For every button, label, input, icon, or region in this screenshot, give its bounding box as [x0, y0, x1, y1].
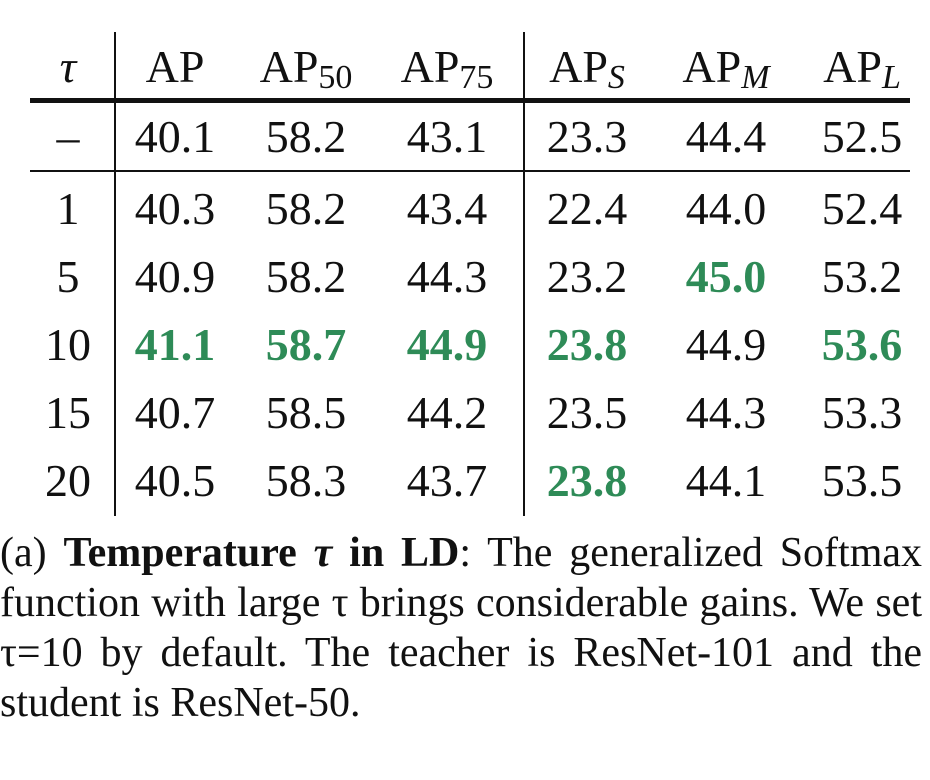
baseline-rule [30, 170, 910, 172]
value-cell: 43.4 [406, 183, 488, 234]
value-cell: 53.5 [821, 455, 903, 506]
value-cell: 52.5 [821, 111, 903, 162]
row-tau-cell: 5 [56, 251, 80, 302]
value-cell: 43.1 [406, 111, 488, 162]
caption-label: (a) [0, 530, 47, 576]
value-cell: 41.1 [134, 319, 216, 370]
column-header-0: τ [59, 41, 77, 92]
value-cell: 58.2 [265, 111, 347, 162]
column-header-1: AP [145, 41, 205, 92]
value-cell: 58.5 [265, 387, 347, 438]
caption-title: Temperature τ in LD [63, 530, 460, 576]
value-cell: 44.3 [406, 251, 488, 302]
row-tau-cell: 10 [45, 319, 91, 370]
value-cell: 23.2 [546, 251, 628, 302]
value-cell: 22.4 [546, 183, 628, 234]
column-header-2: $AP_{50}$ [259, 41, 353, 96]
column-header-3: $AP_{75}$ [400, 41, 494, 96]
row-tau-cell: – [56, 111, 80, 162]
value-cell: 23.8 [546, 455, 628, 506]
value-cell: 44.3 [685, 387, 767, 438]
value-cell: 44.2 [406, 387, 488, 438]
value-cell: 53.6 [821, 319, 903, 370]
value-cell: 40.5 [134, 455, 216, 506]
value-cell: 23.5 [546, 387, 628, 438]
value-cell: 53.3 [821, 387, 903, 438]
header-rule [30, 98, 910, 103]
value-cell: 40.9 [134, 251, 216, 302]
value-cell: 40.1 [134, 111, 216, 162]
value-cell: 53.2 [821, 251, 903, 302]
row-tau-cell: 20 [45, 455, 91, 506]
size-metrics-divider [523, 32, 525, 516]
value-cell: 44.0 [685, 183, 767, 234]
value-cell: 58.7 [265, 319, 347, 370]
column-header-6: $AP_L$ [823, 41, 901, 96]
value-cell: 58.3 [265, 455, 347, 506]
value-cell: 58.2 [265, 251, 347, 302]
value-cell: 44.9 [406, 319, 488, 370]
value-cell: 44.1 [685, 455, 767, 506]
value-cell: 58.2 [265, 183, 347, 234]
value-cell: 43.7 [406, 455, 488, 506]
caption-text: : The generalized Softmax function with large τ brings considerable gains. We set τ=10 by default. The teacher is ResNet-101 and the student is ResNet-50. [0, 530, 923, 726]
value-cell: 44.9 [685, 319, 767, 370]
row-tau-cell: 1 [56, 183, 80, 234]
table-caption [0, 528, 922, 728]
tau-column-divider [114, 32, 116, 516]
value-cell: 44.4 [685, 111, 767, 162]
value-cell: 23.3 [546, 111, 628, 162]
column-header-5: $AP_M$ [682, 41, 770, 96]
value-cell: 23.8 [546, 319, 628, 370]
value-cell: 40.7 [134, 387, 216, 438]
value-cell: 40.3 [134, 183, 216, 234]
value-cell: 45.0 [685, 251, 767, 302]
column-header-4: $AP_S$ [549, 41, 625, 96]
value-cell: 52.4 [821, 183, 903, 234]
row-tau-cell: 15 [45, 387, 91, 438]
